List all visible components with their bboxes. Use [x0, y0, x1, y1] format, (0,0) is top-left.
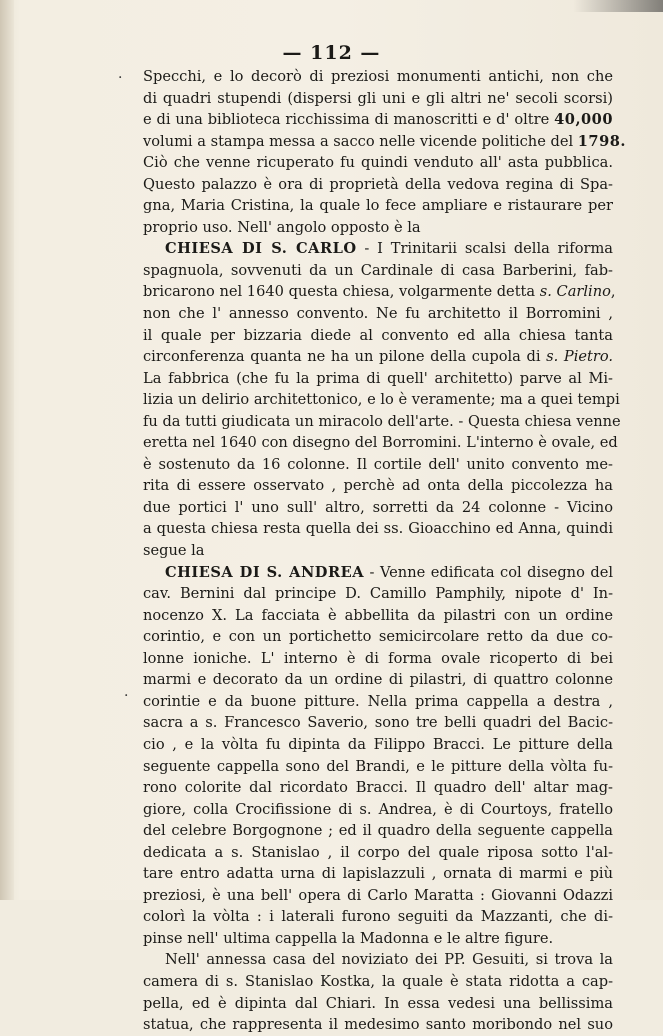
text-line	[143, 389, 620, 411]
text-segment: nocenzo X. La facciata è abbellita da pilastri con un ordine	[143, 606, 613, 624]
margin-mark: ·	[124, 688, 129, 704]
text-segment: cav. Bernini dal principe D. Camillo Pamphily, nipote d' In-	[143, 585, 613, 603]
section-heading: 40,000	[554, 111, 613, 129]
text-segment: gna, Maria Cristina, la quale lo fece ampliare e ristaurare per	[143, 197, 613, 215]
text-line	[143, 497, 613, 519]
text-segment: sacra a s. Francesco Saverio, sono tre belli quadri del Bacic-	[143, 714, 613, 732]
text-line	[143, 712, 613, 734]
text-segment: dedicata a s. Stanislao , il corpo del quale riposa sotto l'al-	[143, 843, 613, 861]
text-segment: il quale per bizzaria diede al convento ed alla chiesa tanta	[143, 326, 613, 344]
text-line	[143, 131, 626, 153]
text-line	[143, 238, 613, 260]
text-segment: Questo palazzo è ora di proprietà della vedova regina di Spa-	[143, 175, 613, 193]
text-line	[143, 842, 613, 864]
text-segment: ,	[610, 283, 616, 301]
body-text	[143, 66, 626, 1036]
text-segment: tare entro adatta urna di lapislazzuli , ornata di marmi e più	[143, 865, 613, 883]
text-line	[143, 281, 616, 303]
text-segment: segue la	[143, 542, 205, 560]
text-line	[143, 756, 613, 778]
text-line	[143, 777, 613, 799]
text-line	[143, 863, 613, 885]
text-segment: cio , e la vòlta fu dipinta da Filippo Bracci. Le pitture della	[143, 735, 613, 753]
section-heading: CHIESA DI S. CARLO	[165, 240, 357, 258]
text-segment: lizia un delirio architettonico, e lo è veramente; ma a quei tempi	[143, 391, 620, 409]
text-segment: Nell' annessa casa del noviziato dei PP. Gesuiti, si trova la	[165, 951, 613, 969]
text-line	[143, 325, 613, 347]
text-segment: pinse nell' ultima cappella la Madonna e le altre figure.	[143, 929, 554, 947]
text-line	[143, 195, 613, 217]
text-segment: Ciò che venne ricuperato fu quindi venduto all' asta pubblica.	[143, 154, 613, 172]
text-line	[143, 540, 613, 562]
text-line	[143, 626, 613, 648]
text-segment: La fabbrica (che fu la prima di quell' architetto) parve al Mi-	[143, 369, 613, 387]
text-line	[143, 475, 613, 497]
text-segment: - Venne edificata col disegno del	[364, 563, 613, 581]
text-line	[143, 885, 613, 907]
text-segment: a questa chiesa resta quella dei ss. Gioacchino ed Anna, quindi	[143, 520, 613, 538]
margin-mark: ·	[118, 70, 123, 86]
text-segment: eretta nel 1640 con disegno del Borromini. L'interno è ovale, ed	[143, 434, 618, 452]
text-line	[143, 734, 613, 756]
scan-edge-mark	[573, 0, 663, 12]
text-line	[143, 928, 613, 950]
text-line	[143, 691, 613, 713]
text-segment: corintio, e con un portichetto semicircolare retto da due co-	[143, 628, 613, 646]
italic-text: s. Carlino	[539, 283, 611, 301]
text-segment: del celebre Borgognone ; ed il quadro della seguente cappella	[143, 822, 613, 840]
text-line	[143, 66, 613, 88]
text-segment: proprio uso. Nell' angolo opposto è la	[143, 218, 421, 236]
text-line	[143, 605, 613, 627]
italic-text: s. Pietro.	[546, 348, 614, 366]
text-segment: marmi e decorato da un ordine di pilastri, di quattro colonne	[143, 671, 613, 689]
text-segment: lonne ioniche. L' interno è di forma ovale ricoperto di bei	[143, 649, 613, 667]
text-line	[143, 906, 613, 928]
text-segment: colorì la vòlta : i laterali furono seguiti da Mazzanti, che di-	[143, 908, 613, 926]
text-line	[143, 949, 613, 971]
text-segment: di quadri stupendi (dispersi gli uni e gli altri ne' secoli scorsi)	[143, 89, 613, 107]
text-segment: corintie e da buone pitture. Nella prima cappella a destra ,	[143, 692, 613, 710]
text-line	[143, 669, 613, 691]
text-line	[143, 820, 613, 842]
text-line	[143, 432, 618, 454]
text-line	[143, 152, 613, 174]
text-segment: preziosi, è una bell' opera di Carlo Maratta : Giovanni Odazzi	[143, 886, 613, 904]
text-segment: rita di essere osservato , perchè ad onta della piccolezza ha	[143, 477, 613, 495]
text-segment: spagnuola, sovvenuti da un Cardinale di casa Barberini, fab-	[143, 261, 613, 279]
text-line	[143, 368, 613, 390]
text-line	[143, 518, 613, 540]
text-line	[143, 109, 613, 131]
text-segment: circonferenza quanta ne ha un pilone della cupola di	[143, 348, 547, 366]
page-number: — 112 —	[282, 42, 381, 64]
text-line	[143, 174, 613, 196]
text-line	[143, 454, 613, 476]
text-segment: statua, che rappresenta il medesimo santo moribondo nel suo	[143, 1016, 613, 1034]
text-segment: rono colorite dal ricordato Bracci. Il quadro dell' altar mag-	[143, 779, 613, 797]
text-line	[143, 648, 613, 670]
text-line	[143, 971, 613, 993]
text-line	[143, 88, 613, 110]
text-segment: è sostenuto da 16 colonne. Il cortile dell' unito convento me-	[143, 455, 613, 473]
text-segment: camera di s. Stanislao Kostka, la quale è stata ridotta a cap-	[143, 972, 613, 990]
text-line	[143, 346, 613, 368]
text-segment: due portici l' uno sull' altro, sorretti da 24 colonne - Vicino	[143, 498, 613, 516]
text-segment: volumi a stampa messa a sacco nelle vicende politiche del	[143, 132, 578, 150]
text-segment: - I Trinitarii scalsi della riforma	[356, 240, 613, 258]
section-heading: CHIESA DI S. ANDREA	[165, 563, 365, 581]
text-segment: Specchi, e lo decorò di preziosi monumenti antichi, non che	[143, 68, 613, 85]
text-segment: e di una biblioteca ricchissima di manoscritti e d' oltre	[143, 111, 555, 129]
text-segment: bricarono nel 1640 questa chiesa, volgarmente detta	[143, 283, 540, 301]
text-segment: non che l' annesso convento. Ne fu architetto il Borromini ,	[143, 305, 613, 323]
text-line	[143, 562, 613, 584]
text-line	[143, 1014, 613, 1036]
text-line	[143, 303, 613, 325]
text-line	[143, 583, 613, 605]
text-line	[143, 799, 613, 821]
text-segment: pella, ed è dipinta dal Chiari. In essa vedesi una bellissima	[143, 994, 613, 1012]
text-line	[143, 217, 613, 239]
book-spine-shadow	[0, 0, 14, 900]
text-segment: giore, colla Crocifissione di s. Andrea, è di Courtoys, fratello	[143, 800, 613, 818]
text-line	[143, 260, 613, 282]
text-line	[143, 411, 621, 433]
section-heading: 1798.	[577, 132, 626, 150]
text-line	[143, 993, 613, 1015]
text-segment: fu da tutti giudicata un miracolo dell'arte. - Questa chiesa venne	[143, 412, 621, 430]
text-segment: seguente cappella sono del Brandi, e le pitture della vòlta fu-	[143, 757, 613, 775]
